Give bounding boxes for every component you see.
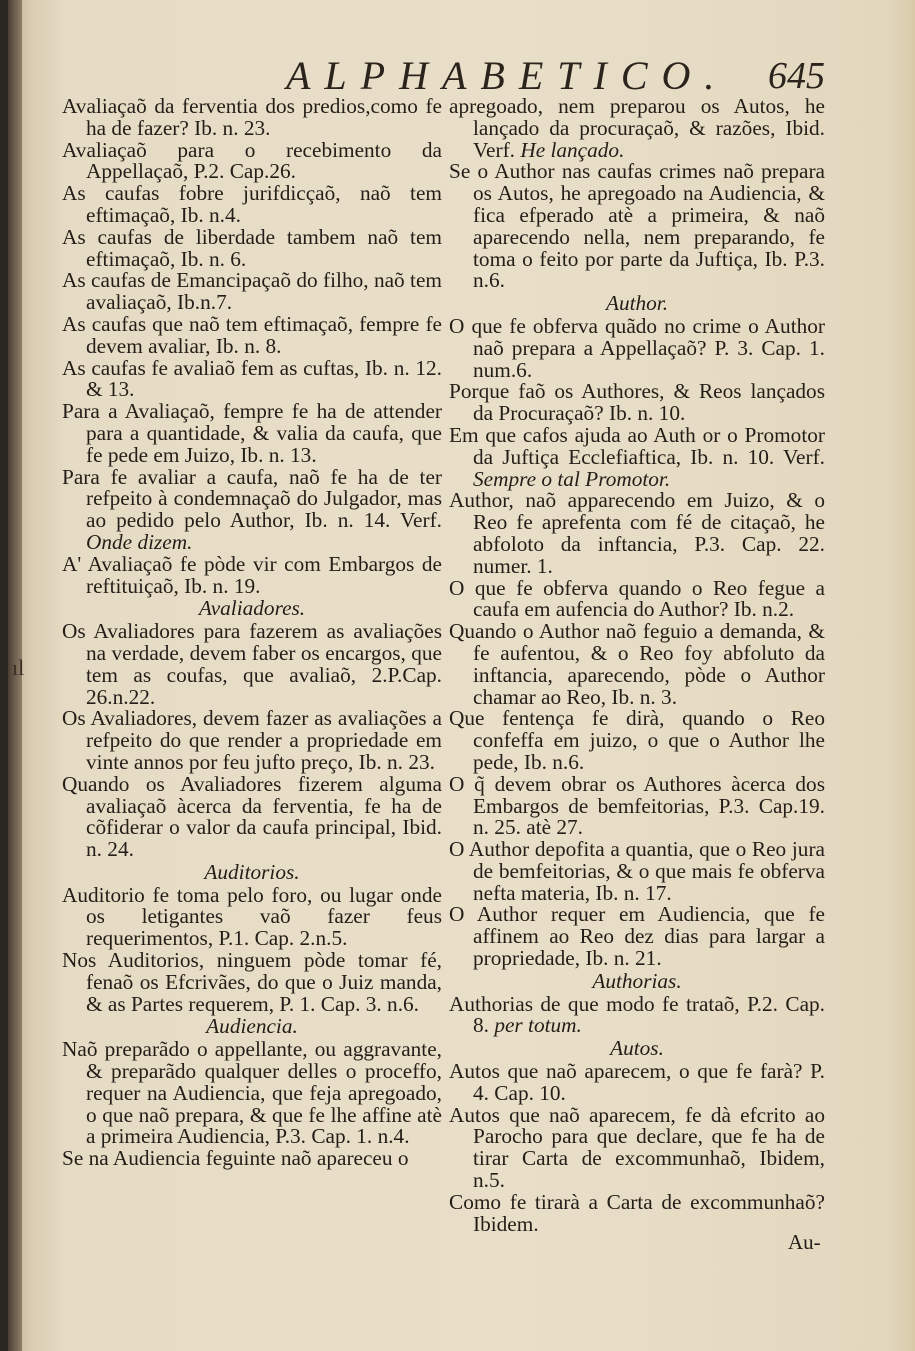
section-heading [449,968,825,993]
entry-text: Para a Avaliaçaõ, fempre fe ha de attender para a quantidade, & valia da caufa, que fe pede em Juizo, Ib. n. 13. [62,399,442,467]
index-entry [449,575,825,622]
entry-text: As caufas de Emancipaçaõ do filho, naõ tem avaliaçaõ, Ib.n.7. [62,268,442,315]
entry-text: O Author depofita a quantia, que o Reo jura de bemfeitorias, & o que mais fe obferva nefta materia, Ib. n. 17. [449,837,825,905]
entry-text: Avaliadores. [198,596,306,621]
index-entry [62,1148,442,1170]
index-entry [449,422,825,491]
index-entry [62,355,442,402]
entry-text: Autos que naõ aparecem, o que fe farà? P. 4. Cap. 10. [449,1059,825,1105]
index-entry [449,161,825,292]
index-entry [62,882,442,951]
entry-text: Quando os Avaliadores fizerem alguma avaliaçaõ àcerca da ferventia, fe ha de cõfiderar o valor da caufa principal, Ibid. n. 24. [62,771,442,862]
section-heading [62,1016,442,1038]
index-entry [449,621,825,708]
index-entry [62,183,442,227]
entry-text: Os Avaliadores, devem fazer as avaliações a refpeito do que render a propriedade em vinte annos por feu jufto preço, Ib. n. 23. [62,706,442,774]
entry-text: Autos. [610,1036,664,1061]
entry-text: Naõ preparãdo o appellante, ou aggravante, & preparãdo qualquer delles o proceffo, requer na Audiencia, que feja apregoado, o que naõ prepara, & que fe lhe affine atè a primeira Audiencia, P.3. Cap. 1. n.4. [62,1037,442,1149]
right-column [449,96,825,1235]
entry-italic-reference: Onde dizem. [86,529,193,554]
entry-text: Avaliaçaõ da ferventia dos predios,como fe ha de fazer? Ib. n. 23. [62,94,442,140]
entry-italic-reference: Sempre o tal Promotor. [473,466,671,491]
entry-text: O que fe obferva quando o Reo fegue a caufa em aufencia do Author? Ib. n.2. [449,575,825,622]
entry-text: Os Avaliadores para fazerem as avaliações na verdade, devem faber os encargos, que tem as coufas, que avaliaõ, 2.P.Cap. 26.n.22. [62,619,442,709]
index-entry [62,1039,442,1148]
entry-text: Se o Author nas caufas crimes naõ prepara os Autos, he apregoado na Audiencia, & fica efperado atè a primeira, & naõ aparecendo nella, nem preparando, fe toma o feito por parte da Juftiça, Ib. P.3. n.6. [449,159,825,293]
index-entry [449,96,825,161]
entry-text: Se na Audiencia feguinte naõ apareceu o [62,1146,409,1171]
index-entry [62,401,442,466]
entry-text: Para fe avaliar a caufa, naõ fe ha de ter refpeito à condemnaçaõ do Julgador, mas ao pedido pelo Author, Ib. n. 14. Verf. [62,464,442,533]
entry-text: Author. [605,291,669,316]
index-entry [62,96,442,140]
entry-text: Auditorio fe toma pelo foro, ou lugar onde os letigantes vaõ fazer feus requerimentos, P.1. Cap. 2.n.5. [62,882,442,951]
entry-text: Porque faõ os Authores, & Reos lançados da Procuraçaõ? Ib. n. 10. [449,379,825,426]
entry-text: Author, naõ apparecendo em Juizo, & o Reo fe aprefenta com fé de citaçaõ, he abfoloto da inftancia, P.3. Cap. 22. numer. 1. [449,488,825,578]
index-entry [449,1189,825,1236]
entry-italic-reference: He lançado. [520,137,625,162]
index-entry [449,1061,825,1105]
index-entry [449,904,825,969]
entry-text: Auditorios. [204,859,300,884]
index-entry [62,311,442,358]
section-heading [62,598,442,620]
entry-text: As caufas fobre jurifdicçaõ, naõ tem eftimaçaõ, Ib. n.4. [62,181,442,227]
entry-text: O que fe obferva quãdo no crime o Author naõ prepara a Appellaçaõ? P. 3. Cap. 1. num.6. [449,313,825,382]
entry-text: As caufas de liberdade tambem naõ tem eftimaçaõ, Ib. n. 6. [62,224,442,271]
index-entry [62,224,442,271]
entry-text: Quando o Author naõ feguio a demanda, & fe aufentou, & o Reo foy abfoluto da inftancia, aparecendo, pòde o Author chamar ao Reo, Ib. n. 3. [449,619,825,709]
entry-text: A' Avaliaçaõ fe pòde vir com Embargos de reftituiçaõ, Ib. n. 19. [62,551,442,598]
left-column [62,96,442,1170]
index-entry [62,708,442,773]
section-heading [449,1038,825,1060]
index-entry [62,464,442,554]
index-entry [62,551,442,598]
entry-text: Que fentença fe dirà, quando o Reo confeffa em juizo, o que o Author lhe pede, Ib. n.6. [449,706,825,774]
index-entry [449,313,825,382]
entry-text: Como fe tirarà a Carta de excommunhaõ? Ibidem. [449,1189,825,1236]
entry-text: Audiencia. [206,1014,298,1039]
section-heading [449,293,825,315]
margin-annotation: ıl [12,655,25,680]
book-page [8,0,915,1351]
index-entry [449,381,825,425]
entry-text: Autos que naõ aparecem, fe dà efcrito ao Parocho para que declare, que fe ha de tirar Carta de excommunhaõ, Ibidem, n.5. [449,1102,825,1193]
index-entry [62,270,442,314]
entry-italic-reference: per totum. [494,1013,582,1038]
entry-text: O Author requer em Audiencia, que fe affinem ao Reo dez dias para largar a propriedade, Ib. n. 21. [449,902,825,971]
index-entry [62,950,442,1015]
index-entry [449,490,825,577]
entry-text: Authorias. [592,968,682,993]
running-header-title: ALPHABETICO. [286,53,729,98]
index-entry [62,771,442,862]
entry-text: Em que cafos ajuda ao Auth or o Promotor da Juftiça Ecclefiaftica, Ib. n. 10. Verf. [449,422,825,469]
entry-text: O q̃ devem obrar os Authores àcerca dos Embargos de bemfeitorias, P.3. Cap.19. n. 25. atè 27. [449,771,825,840]
index-entry [449,708,825,773]
entry-text: Authorias de que modo fe trataõ, P.2. Cap. 8. [449,991,825,1038]
index-entry [62,621,442,708]
entry-text: As caufas fe avaliaõ fem as cuftas, Ib. n. 12. & 13. [62,355,442,402]
entry-text: As caufas que naõ tem eftimaçaõ, fempre fe devem avaliar, Ib. n. 8. [62,311,442,358]
index-entry [62,137,442,184]
entry-text: Nos Auditorios, ninguem pòde tomar fé, fenaõ os Efcrivães, do que o Juiz manda, & as Partes requerem, P. 1. Cap. 3. n.6. [62,948,442,1016]
page-number: 645 [768,55,825,97]
catchword: Au- [788,1230,821,1254]
entry-text: apregoado, nem preparou os Autos, he lançado da procuraçaõ, & razões, Ibid. Verf. [449,94,825,162]
index-entry [449,991,825,1038]
index-entry [449,771,825,840]
index-entry [449,1102,825,1193]
entry-text: Avaliaçaõ para o recebimento da Appellaçaõ, P.2. Cap.26. [62,137,442,184]
index-entry [449,839,825,904]
section-heading [62,859,442,884]
